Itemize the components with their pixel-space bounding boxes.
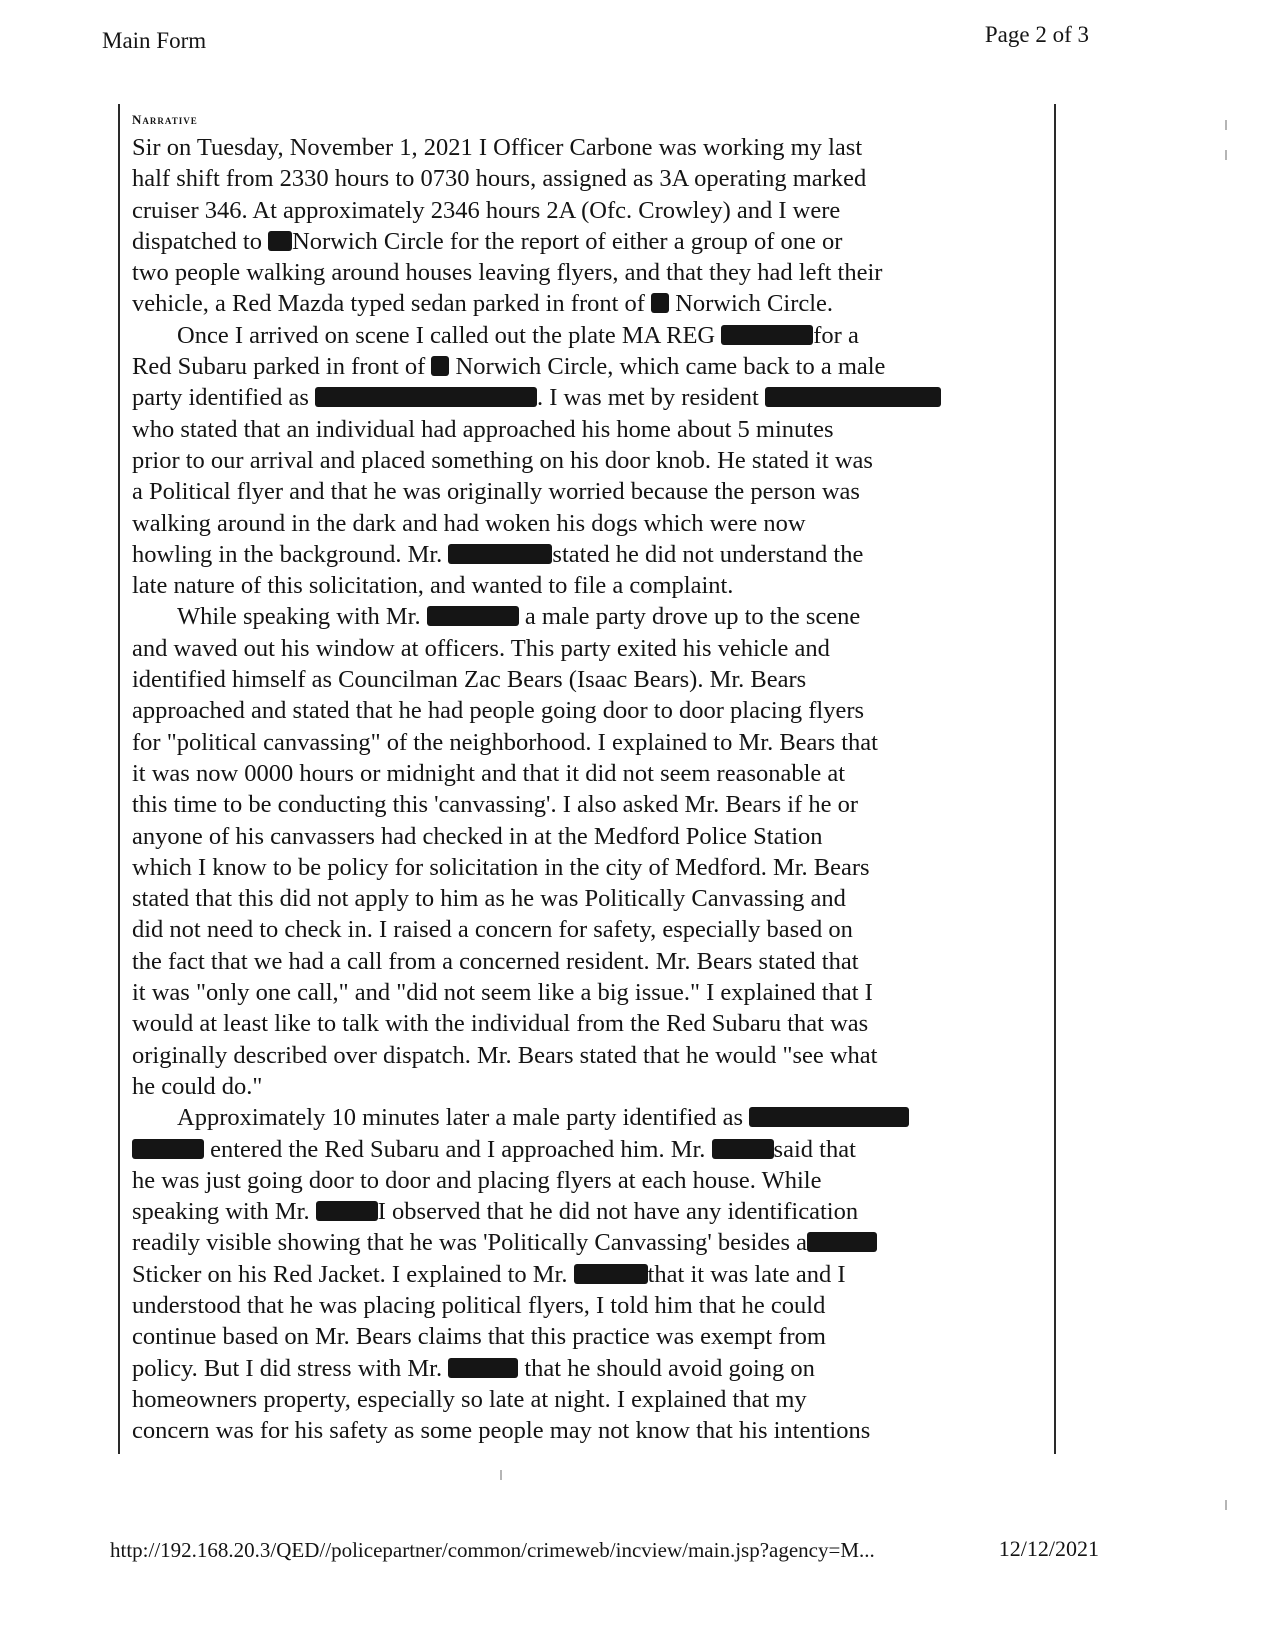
- narrative-line: party identified as . I was met by resident: [132, 382, 1044, 413]
- narrative-line: stated that this did not apply to him as he was Politically Canvassing and: [132, 885, 846, 913]
- scan-mark: [1225, 150, 1227, 160]
- redaction: [721, 325, 813, 345]
- narrative-line: policy. But I did stress with Mr. that he should avoid going on: [132, 1354, 815, 1382]
- redaction: [316, 1201, 378, 1221]
- narrative-line: identified himself as Councilman Zac Bears (Isaac Bears). Mr. Bears: [132, 666, 807, 694]
- redaction: [651, 293, 669, 313]
- page-indicator: Page 2 of 3: [984, 22, 1089, 47]
- narrative-line: and waved out his window at officers. This party exited his vehicle and: [132, 634, 830, 662]
- narrative-line: homeowners property, especially so late at night. I explained that my: [132, 1385, 807, 1413]
- narrative-line: it was "only one call," and "did not seem like a big issue." I explained that I: [132, 979, 873, 1007]
- narrative-line: Sticker on his Red Jacket. I explained to Mr. that it was late and I: [132, 1260, 846, 1288]
- scan-mark: [1225, 1500, 1227, 1510]
- redaction: [132, 1139, 204, 1159]
- redaction: [765, 387, 941, 407]
- narrative-line: originally described over dispatch. Mr. Bears stated that he would "see what: [132, 1041, 878, 1069]
- narrative-line: prior to our arrival and placed something on his door knob. He stated it was: [132, 446, 873, 474]
- redaction: [315, 387, 537, 407]
- narrative-line: speaking with Mr. I observed that he did not have any identification: [132, 1198, 859, 1226]
- narrative-line: Approximately 10 minutes later a male party identified as: [132, 1102, 1044, 1133]
- narrative-line: which I know to be policy for solicitation in the city of Medford. Mr. Bears: [132, 853, 870, 881]
- narrative-line: cruiser 346. At approximately 2346 hours 2A (Ofc. Crowley) and I were: [132, 196, 841, 224]
- scan-mark: [500, 1470, 502, 1480]
- narrative-line: a Political flyer and that he was originally worried because the person was: [132, 478, 860, 506]
- narrative-line: walking around in the dark and had woken his dogs which were now: [132, 509, 806, 537]
- narrative-line: readily visible showing that he was 'Politically Canvassing' besides a: [132, 1227, 1044, 1258]
- narrative-line: concern was for his safety as some people may not know that his intentions: [132, 1417, 871, 1445]
- redaction: [448, 1358, 518, 1378]
- narrative-line: dispatched to Norwich Circle for the report of either a group of one or: [132, 227, 843, 255]
- form-title: Main Form: [102, 28, 207, 53]
- narrative-line: it was now 0000 hours or midnight and that it did not seem reasonable at: [132, 759, 846, 787]
- redaction: [749, 1107, 909, 1127]
- redaction: [431, 356, 449, 376]
- narrative-line: vehicle, a Red Mazda typed sedan parked in front of Norwich Circle.: [132, 290, 834, 318]
- narrative-line: half shift from 2330 hours to 0730 hours, assigned as 3A operating marked: [132, 165, 867, 193]
- narrative-line: howling in the background. Mr. stated he did not understand the: [132, 540, 864, 568]
- narrative-line: the fact that we had a call from a concerned resident. Mr. Bears stated that: [132, 947, 859, 975]
- narrative-line: who stated that an individual had approached his home about 5 minutes: [132, 415, 834, 443]
- narrative-line: two people walking around houses leaving flyers, and that they had left their: [132, 259, 883, 287]
- footer-date: 12/12/2021: [998, 1536, 1099, 1561]
- narrative-line: While speaking with Mr. a male party drove up to the scene: [177, 603, 861, 631]
- redaction: [427, 606, 519, 626]
- redaction: [574, 1264, 648, 1284]
- narrative-line: this time to be conducting this 'canvassing'. I also asked Mr. Bears if he or: [132, 791, 858, 819]
- narrative-line: continue based on Mr. Bears claims that this practice was exempt from: [132, 1323, 826, 1351]
- narrative-line: entered the Red Subaru and I approached him. Mr. said that: [132, 1134, 1044, 1165]
- redaction: [268, 231, 292, 251]
- redaction: [712, 1139, 774, 1159]
- narrative-line: Once I arrived on scene I called out the plate MA REG for a: [177, 321, 859, 349]
- narrative-line: did not need to check in. I raised a concern for safety, especially based on: [132, 916, 853, 944]
- narrative-line: would at least like to talk with the individual from the Red Subaru that was: [132, 1010, 869, 1038]
- redaction: [448, 544, 552, 564]
- narrative-line: for "political canvassing" of the neighborhood. I explained to Mr. Bears that: [132, 728, 878, 756]
- redaction: [807, 1232, 877, 1252]
- scan-mark: [1225, 120, 1227, 130]
- narrative-line: late nature of this solicitation, and wanted to file a complaint.: [132, 572, 734, 600]
- narrative-line: Red Subaru parked in front of Norwich Circle, which came back to a male: [132, 353, 886, 381]
- narrative-line: he was just going door to door and placing flyers at each house. While: [132, 1166, 822, 1194]
- narrative-line: understood that he was placing political flyers, I told him that he could: [132, 1291, 826, 1319]
- footer-url: http://192.168.20.3/QED//policepartner/common/crimeweb/incview/main.jsp?agency=M...: [110, 1538, 875, 1562]
- narrative-line: anyone of his canvassers had checked in at the Medford Police Station: [132, 822, 823, 850]
- narrative-text: [132, 132, 1044, 1446]
- narrative-line: he could do.": [132, 1072, 263, 1100]
- narrative-line: approached and stated that he had people going door to door placing flyers: [132, 697, 865, 725]
- narrative-line: Sir on Tuesday, November 1, 2021 I Officer Carbone was working my last: [132, 134, 863, 161]
- narrative-label: Narrative: [132, 112, 198, 127]
- narrative-box: [118, 104, 1056, 1454]
